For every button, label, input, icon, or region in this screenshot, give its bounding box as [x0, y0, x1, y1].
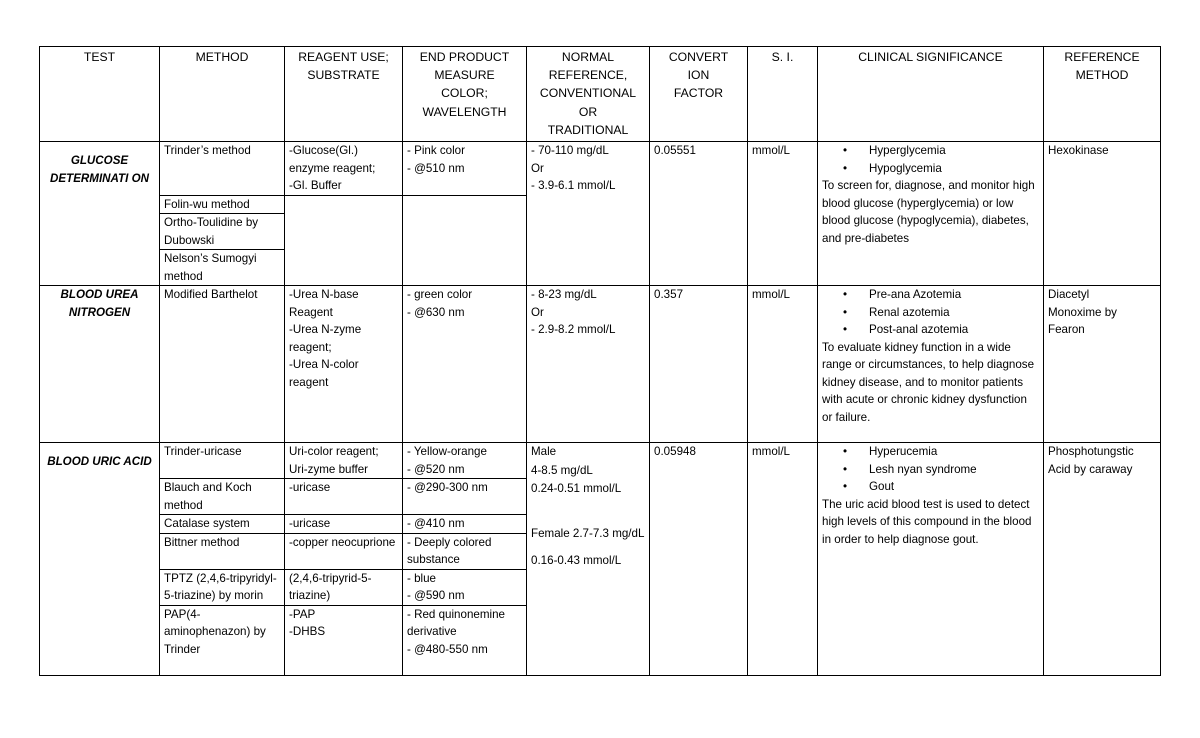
- uric-reagent-6: -PAP -DHBS: [285, 605, 403, 675]
- bun-conversion-factor: 0.357: [650, 286, 748, 443]
- uric-end-product-4: - Deeply colored substance: [403, 533, 527, 569]
- uric-method-3: Catalase system: [160, 515, 285, 534]
- header-reference-method: REFERENCE METHOD: [1044, 47, 1161, 142]
- uric-end-product-3: - @410 nm: [403, 515, 527, 534]
- uric-reagent-3: -uricase: [285, 515, 403, 534]
- header-clinical-significance: CLINICAL SIGNIFICANCE: [818, 47, 1044, 142]
- uric-row-1: [40, 443, 1161, 479]
- glucose-reference-method: Hexokinase: [1044, 142, 1161, 286]
- bun-clinical-significance: • Pre-ana Azotemia • Renal azotemia • Post-anal azotemia To evaluate kidney function in a wide range or circumstances, to help diagnose kidney disease, and to monitor patients with acute or chronic kidney dysfunction or failure.: [818, 286, 1044, 443]
- bun-bullet-list: [822, 286, 1039, 339]
- glucose-bullet-list: [822, 142, 1039, 177]
- uric-reagent-4: -copper neocuprione: [285, 533, 403, 569]
- uric-bullet-list: [822, 443, 1039, 496]
- glucose-normal-reference: - 70-110 mg/dL Or - 3.9-6.1 mmol/L: [527, 142, 650, 286]
- header-si: S. I.: [748, 47, 818, 142]
- glucose-end-product: - Pink color - @510 nm: [403, 142, 527, 196]
- bun-reference-method: Diacetyl Monoxime by Fearon: [1044, 286, 1161, 443]
- bun-end-product: - green color - @630 nm: [403, 286, 527, 443]
- header-test: TEST: [40, 47, 160, 142]
- uric-reagent-1: Uri-color reagent; Uri-zyme buffer: [285, 443, 403, 479]
- header-normal-reference: NORMAL REFERENCE, CONVENTIONAL OR TRADITIONAL: [527, 47, 650, 142]
- glucose-method-trinder: Trinder’s method: [160, 142, 285, 196]
- uric-reagent-5: (2,4,6-tripyrid-5-triazine): [285, 569, 403, 605]
- bun-si-unit: mmol/L: [748, 286, 818, 443]
- list-item: • Renal azotemia: [869, 304, 1039, 322]
- uric-clinical-significance: • Hyperucemia • Lesh nyan syndrome • Gout The uric acid blood test is used to detect high levels of this compound in the blood in order to help diagnose gout.: [818, 443, 1044, 676]
- header-conversion-factor: CONVERT ION FACTOR: [650, 47, 748, 142]
- uric-end-product-5: - blue - @590 nm: [403, 569, 527, 605]
- bun-row: [40, 286, 1161, 443]
- reference-table: [39, 46, 1161, 676]
- list-item: • Post-anal azotemia: [869, 321, 1039, 339]
- uric-reagent-2: -uricase: [285, 479, 403, 515]
- uric-method-2: Blauch and Koch method: [160, 479, 285, 515]
- glucose-method-folin-wu: Folin-wu method: [160, 195, 285, 214]
- glucose-conversion-factor: 0.05551: [650, 142, 748, 286]
- uric-end-product-1: - Yellow-orange - @520 nm: [403, 443, 527, 479]
- bun-test-name: BLOOD UREA NITROGEN: [40, 286, 160, 443]
- glucose-row-1: [40, 142, 1161, 196]
- header-method: METHOD: [160, 47, 285, 142]
- glucose-si-unit: mmol/L: [748, 142, 818, 286]
- uric-si-unit: mmol/L: [748, 443, 818, 676]
- uric-test-name: BLOOD URIC ACID: [40, 443, 160, 676]
- glucose-reagent: -Glucose(Gl.) enzyme reagent; -Gl. Buffer: [285, 142, 403, 196]
- list-item: • Lesh nyan syndrome: [869, 461, 1039, 479]
- glucose-reagent-empty: [285, 195, 403, 286]
- bun-method: Modified Barthelot: [160, 286, 285, 443]
- uric-reference-method: Phosphotungstic Acid by caraway: [1044, 443, 1161, 676]
- bun-normal-reference: - 8-23 mg/dL Or - 2.9-8.2 mmol/L: [527, 286, 650, 443]
- glucose-method-ortho-toulidine: Ortho-Toulidine by Dubowski: [160, 214, 285, 250]
- header-end-product: END PRODUCT MEASURE COLOR; WAVELENGTH: [403, 47, 527, 142]
- uric-end-product-2: - @290-300 nm: [403, 479, 527, 515]
- header-row: [40, 47, 1161, 142]
- header-reagent: REAGENT USE; SUBSTRATE: [285, 47, 403, 142]
- list-item: • Hyperglycemia: [869, 142, 1039, 160]
- uric-method-6: PAP(4-aminophenazon) by Trinder: [160, 605, 285, 675]
- bun-reagent: -Urea N-base Reagent -Urea N-zyme reagent; -Urea N-color reagent: [285, 286, 403, 443]
- list-item: • Hypoglycemia: [869, 160, 1039, 178]
- uric-method-5: TPTZ (2,4,6-tripyridyl-5-triazine) by morin: [160, 569, 285, 605]
- glucose-clinical-significance: • Hyperglycemia • Hypoglycemia To screen for, diagnose, and monitor high blood glucose (hyperglycemia) or low blood glucose (hypoglycemia), diabetes, and pre-diabetes: [818, 142, 1044, 286]
- list-item: • Hyperucemia: [869, 443, 1039, 461]
- list-item: • Gout: [869, 478, 1039, 496]
- uric-conversion-factor: 0.05948: [650, 443, 748, 676]
- glucose-end-product-empty: [403, 195, 527, 286]
- glucose-test-name: GLUCOSE DETERMINATI ON: [40, 142, 160, 286]
- uric-end-product-6: - Red quinonemine derivative - @480-550 nm: [403, 605, 527, 675]
- uric-method-1: Trinder-uricase: [160, 443, 285, 479]
- glucose-method-nelson: Nelson’s Sumogyi method: [160, 250, 285, 286]
- uric-normal-reference: Male 4-8.5 mg/dL 0.24-0.51 mmol/L Female 2.7-7.3 mg/dL 0.16-0.43 mmol/L: [527, 443, 650, 676]
- uric-method-4: Bittner method: [160, 533, 285, 569]
- list-item: • Pre-ana Azotemia: [869, 286, 1039, 304]
